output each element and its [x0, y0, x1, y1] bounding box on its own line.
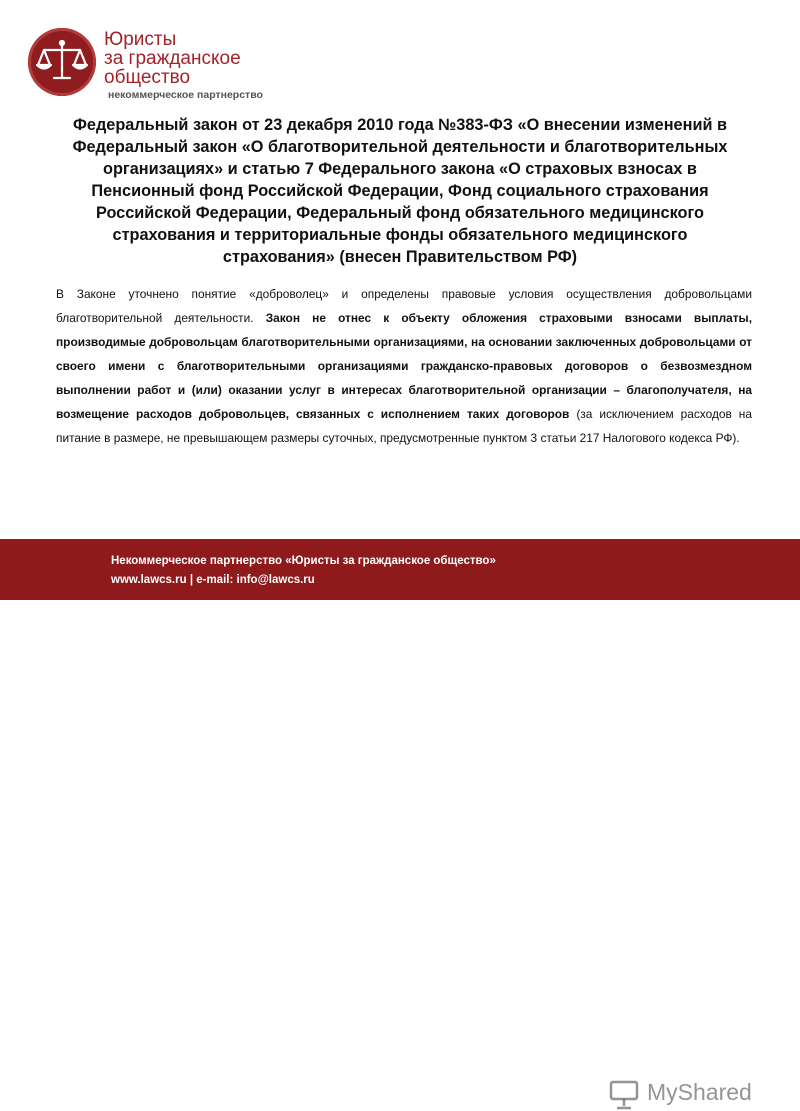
footer-contacts: www.lawcs.ru | e-mail: info@lawcs.ru — [111, 574, 315, 586]
body-intro: В Законе уточнено понятие «доброволец» и определены правовые условия осуществления добровольцами благотворительной деятельности. — [56, 287, 752, 325]
document-title: Федеральный закон от 23 декабря 2010 года №383-ФЗ «О внесении изменений в Федеральный закон «О благотворительной деятельности и благотворительных организациях» и статью 7 Федерального закона «О страховых взносах в Пенсионный фонд Российской Федерации, Фонд социального страхования Российской Федерации, Федеральный фонд обязательного медицинского страхования и территориальные фонды обязательного медицинского страхования» (внесен Правительством РФ) — [72, 116, 728, 266]
logo-emblem — [28, 28, 96, 96]
presentation-board-icon — [607, 1079, 643, 1111]
watermark — [605, 1077, 775, 1111]
footer-organization: Некоммерческое партнерство «Юристы за гражданское общество» — [111, 555, 496, 567]
logo-name-line1: Юристы — [104, 29, 177, 50]
body-exception: (за исключением расходов на питание в размере, не превышающем размеры суточных, предусмотренные пунктом 3 статьи 217 Налогового кодекса РФ). — [56, 407, 752, 445]
organization-logo — [28, 28, 308, 108]
logo-name-line3: общество — [104, 67, 191, 88]
logo-subtitle: некоммерческое партнерство — [108, 89, 263, 101]
scales-of-justice-icon — [28, 28, 96, 96]
document-body — [56, 282, 752, 450]
footer-bar — [0, 539, 800, 1105]
body-bold-statement: Закон не отнес к объекту обложения страховыми взносами выплаты, производимые добровольцам благотворительными организациями, на основании заключенных добровольцами от своего имени с благотворительными организациями гражданско-правовых договоров о безвозмездном выполнении работ и (или) оказании услуг в интересах благотворительной организации – благополучателя, на возмещение расходов добровольцев, связанных с исполнением таких договоров — [56, 311, 753, 421]
watermark-text: MyShared — [647, 1079, 752, 1105]
logo-name — [104, 30, 241, 87]
logo-name-line2: за гражданское — [104, 48, 241, 69]
